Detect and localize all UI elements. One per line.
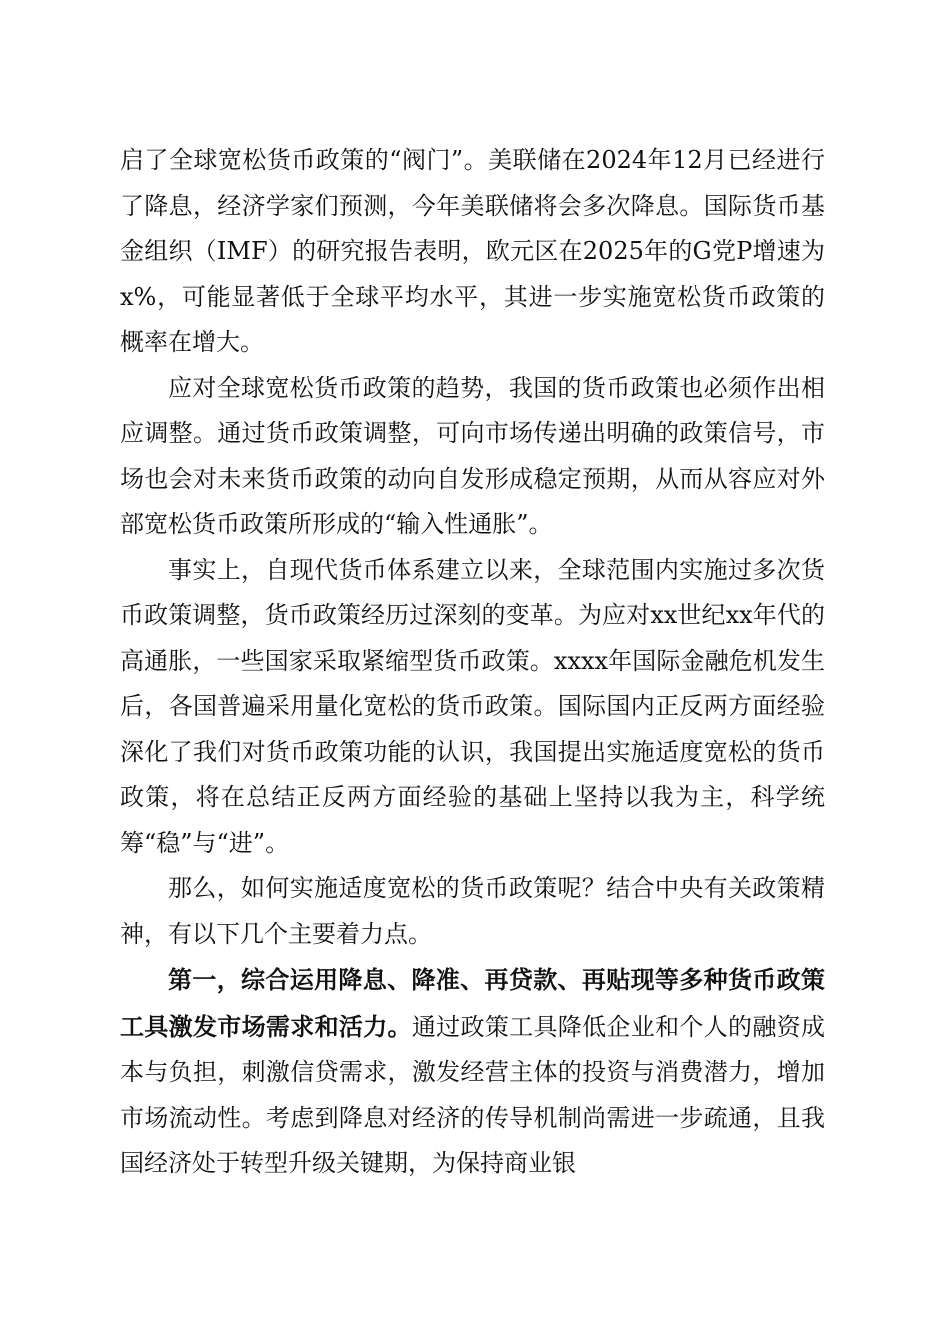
paragraph-5-lead-heading: 第一，综合运用降息、降准、再贷款、再贴现等多种货币政策工具激发市场需求和活力。 [120, 965, 825, 1041]
paragraph-3-text: 事实上，自现代货币体系建立以来，全球范围内实施过多次货币政策调整，货币政策经历过深刻的变革。为应对xx世纪xx年代的高通胀，一些国家采取紧缩型货币政策。xxxx年国际金融危机发生后，各国普遍采用量化宽松的货币政策。国际国内正反两方面经验深化了我们对货币政策功能的认识，我国提出实施适度宽松的货币政策，将在总结正反两方面经验的基础上坚持以我为主，科学统筹“稳”与“进”。 [120, 555, 825, 857]
paragraph-4 [120, 866, 825, 957]
paragraph-5-text: 通过政策工具降低企业和个人的融资成本与负担，刺激信贷需求，激发经营主体的投资与消费潜力，增加市场流动性。考虑到降息对经济的传导机制尚需进一步疏通，且我国经济处于转型升级关键期，为保持商业银 [120, 1012, 826, 1177]
paragraph-1-text: 启了全球宽松货币政策的“阀门”。美联储在2024年12月已经进行了降息，经济学家们预测，今年美联储将会多次降息。国际货币基金组织（IMF）的研究报告表明，欧元区在2025年的G党P增速为x%，可能显著低于全球平均水平，其进一步实施宽松货币政策的概率在增大。 [120, 146, 825, 356]
document-body [120, 138, 825, 1187]
paragraph-2 [120, 366, 825, 548]
paragraph-5 [120, 957, 825, 1187]
paragraph-3 [120, 548, 825, 867]
paragraph-2-text: 应对全球宽松货币政策的趋势，我国的货币政策也必须作出相应调整。通过货币政策调整，可向市场传递出明确的政策信号，市场也会对未来货币政策的动向自发形成稳定预期，从而从容应对外部宽松货币政策所形成的“输入性通胀”。 [120, 373, 825, 538]
paragraph-1 [120, 138, 825, 366]
paragraph-4-text: 那么，如何实施适度宽松的货币政策呢？结合中央有关政策精神，有以下几个主要着力点。 [120, 874, 825, 948]
